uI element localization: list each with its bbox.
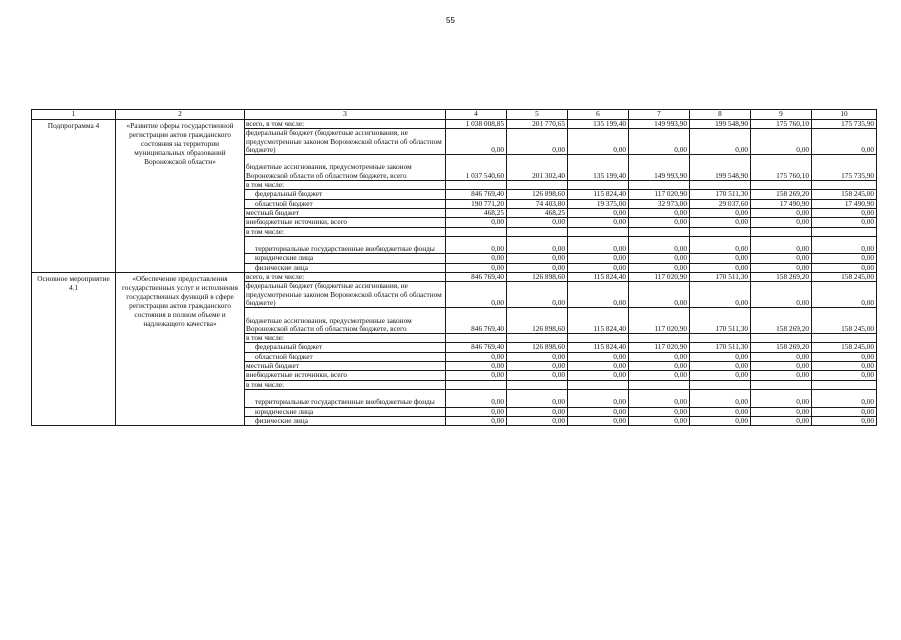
- amount-cell: 170 511,30: [690, 343, 751, 352]
- header-cell: 4: [446, 110, 507, 120]
- amount-cell: 115 824,40: [568, 273, 629, 282]
- amount-cell: [446, 181, 507, 190]
- amount-cell: 117 020,90: [629, 343, 690, 352]
- amount-cell: 0,00: [568, 218, 629, 227]
- header-cell: 9: [751, 110, 812, 120]
- amount-cell: 0,00: [629, 282, 690, 308]
- funding-source-label: всего, в том числе:: [245, 120, 446, 129]
- amount-cell: 0,00: [507, 263, 568, 272]
- amount-cell: 0,00: [690, 416, 751, 425]
- amount-cell: 158 245,00: [812, 343, 877, 352]
- amount-cell: 0,00: [568, 129, 629, 155]
- amount-cell: 0,00: [751, 282, 812, 308]
- amount-cell: 0,00: [690, 282, 751, 308]
- funding-source-label: физические лица: [245, 263, 446, 272]
- amount-cell: 115 824,40: [568, 343, 629, 352]
- amount-cell: 158 269,20: [751, 343, 812, 352]
- amount-cell: 0,00: [446, 254, 507, 263]
- program-title-cell: «Развитие сферы государственной регистрации актов гражданского состояния на территории муниципальных образований Воронежской области»: [116, 120, 245, 273]
- amount-cell: 149 993,90: [629, 155, 690, 181]
- amount-cell: [507, 227, 568, 236]
- funding-source-label: местный бюджет: [245, 208, 446, 217]
- amount-cell: 846 769,40: [446, 273, 507, 282]
- page-number: 55: [446, 16, 455, 25]
- amount-cell: 0,00: [812, 389, 877, 407]
- header-cell: 5: [507, 110, 568, 120]
- amount-cell: 0,00: [751, 236, 812, 254]
- amount-cell: 0,00: [446, 263, 507, 272]
- funding-source-label: внебюджетные источники, всего: [245, 371, 446, 380]
- funding-source-label: бюджетные ассигнования, предусмотренные законом Воронежской области об областном бюджете, всего: [245, 155, 446, 181]
- amount-cell: 0,00: [690, 218, 751, 227]
- amount-cell: 29 037,60: [690, 199, 751, 208]
- amount-cell: [751, 227, 812, 236]
- amount-cell: 0,00: [568, 263, 629, 272]
- amount-cell: 0,00: [507, 416, 568, 425]
- amount-cell: [446, 334, 507, 343]
- funding-source-label: в том числе:: [245, 227, 446, 236]
- amount-cell: [629, 181, 690, 190]
- funding-source-label: территориальные государственные внебюджетные фонды: [245, 236, 446, 254]
- funding-source-label: внебюджетные источники, всего: [245, 218, 446, 227]
- amount-cell: 846 769,40: [446, 343, 507, 352]
- amount-cell: [507, 380, 568, 389]
- amount-cell: 74 403,80: [507, 199, 568, 208]
- table-row: [32, 120, 877, 129]
- amount-cell: 0,00: [812, 263, 877, 272]
- amount-cell: [446, 227, 507, 236]
- amount-cell: 170 511,30: [690, 273, 751, 282]
- amount-cell: 0,00: [629, 389, 690, 407]
- amount-cell: 19 375,00: [568, 199, 629, 208]
- amount-cell: 0,00: [629, 352, 690, 361]
- funding-source-label: федеральный бюджет (бюджетные ассигнования, не предусмотренные законом Воронежской области об областном бюджете): [245, 129, 446, 155]
- amount-cell: 0,00: [751, 407, 812, 416]
- amount-cell: 126 898,60: [507, 190, 568, 199]
- amount-cell: 0,00: [446, 236, 507, 254]
- amount-cell: 0,00: [751, 416, 812, 425]
- amount-cell: 0,00: [629, 263, 690, 272]
- amount-cell: 0,00: [446, 371, 507, 380]
- program-name-cell: Подпрограмма 4: [32, 120, 116, 273]
- amount-cell: [812, 380, 877, 389]
- amount-cell: 135 199,40: [568, 155, 629, 181]
- amount-cell: 158 245,00: [812, 273, 877, 282]
- amount-cell: 117 020,90: [629, 273, 690, 282]
- amount-cell: [690, 227, 751, 236]
- header-cell: 6: [568, 110, 629, 120]
- amount-cell: 0,00: [751, 218, 812, 227]
- amount-cell: 17 490,90: [812, 199, 877, 208]
- amount-cell: 115 824,40: [568, 308, 629, 334]
- amount-cell: 0,00: [568, 236, 629, 254]
- funding-source-label: бюджетные ассигнования, предусмотренные законом Воронежской области об областном бюджете, всего: [245, 308, 446, 334]
- amount-cell: [507, 181, 568, 190]
- amount-cell: [629, 334, 690, 343]
- amount-cell: 0,00: [690, 254, 751, 263]
- amount-cell: 158 245,00: [812, 190, 877, 199]
- amount-cell: 0,00: [751, 352, 812, 361]
- amount-cell: 0,00: [812, 236, 877, 254]
- funding-source-label: местный бюджет: [245, 362, 446, 371]
- amount-cell: 0,00: [690, 389, 751, 407]
- amount-cell: 0,00: [690, 129, 751, 155]
- amount-cell: 175 735,90: [812, 155, 877, 181]
- amount-cell: 0,00: [629, 218, 690, 227]
- amount-cell: [812, 334, 877, 343]
- funding-source-label: территориальные государственные внебюджетные фонды: [245, 389, 446, 407]
- funding-source-label: юридические лица: [245, 254, 446, 263]
- amount-cell: 0,00: [812, 352, 877, 361]
- amount-cell: 1 038 008,85: [446, 120, 507, 129]
- amount-cell: 1 037 540,60: [446, 155, 507, 181]
- program-title-cell: «Обеспечение предоставления государственных услуг и исполнения государственных функций в сфере регистрации актов гражданского состояния в полном объеме и надлежащего качества»: [116, 273, 245, 426]
- amount-cell: 0,00: [812, 362, 877, 371]
- amount-cell: 0,00: [507, 371, 568, 380]
- amount-cell: 0,00: [751, 263, 812, 272]
- amount-cell: [812, 181, 877, 190]
- amount-cell: [507, 334, 568, 343]
- amount-cell: 0,00: [812, 371, 877, 380]
- amount-cell: [751, 334, 812, 343]
- amount-cell: 0,00: [568, 389, 629, 407]
- amount-cell: 199 548,90: [690, 120, 751, 129]
- amount-cell: 468,25: [507, 208, 568, 217]
- amount-cell: 0,00: [568, 371, 629, 380]
- amount-cell: 0,00: [751, 389, 812, 407]
- amount-cell: 0,00: [812, 407, 877, 416]
- amount-cell: 0,00: [690, 407, 751, 416]
- amount-cell: 0,00: [568, 352, 629, 361]
- header-cell: 8: [690, 110, 751, 120]
- amount-cell: 0,00: [568, 282, 629, 308]
- amount-cell: 126 898,60: [507, 308, 568, 334]
- amount-cell: 0,00: [812, 282, 877, 308]
- table-row: [32, 273, 877, 282]
- amount-cell: 0,00: [629, 371, 690, 380]
- funding-source-label: областной бюджет: [245, 199, 446, 208]
- amount-cell: 0,00: [568, 416, 629, 425]
- amount-cell: [446, 380, 507, 389]
- header-cell: 2: [116, 110, 245, 120]
- amount-cell: 0,00: [690, 362, 751, 371]
- header-cell: 10: [812, 110, 877, 120]
- header-row: [32, 110, 877, 120]
- amount-cell: 0,00: [446, 389, 507, 407]
- amount-cell: 0,00: [812, 218, 877, 227]
- amount-cell: [568, 380, 629, 389]
- amount-cell: 0,00: [690, 236, 751, 254]
- header-cell: 1: [32, 110, 116, 120]
- amount-cell: 0,00: [751, 208, 812, 217]
- amount-cell: [690, 181, 751, 190]
- amount-cell: 0,00: [568, 407, 629, 416]
- amount-cell: 0,00: [446, 218, 507, 227]
- amount-cell: 846 769,40: [446, 190, 507, 199]
- amount-cell: 158 269,20: [751, 273, 812, 282]
- funding-source-label: юридические лица: [245, 407, 446, 416]
- amount-cell: 201 302,40: [507, 155, 568, 181]
- amount-cell: 17 490,90: [751, 199, 812, 208]
- amount-cell: [629, 380, 690, 389]
- amount-cell: [812, 227, 877, 236]
- amount-cell: 126 898,60: [507, 343, 568, 352]
- amount-cell: 170 511,30: [690, 308, 751, 334]
- amount-cell: 0,00: [751, 129, 812, 155]
- amount-cell: 126 898,60: [507, 273, 568, 282]
- amount-cell: [690, 380, 751, 389]
- header-cell: 7: [629, 110, 690, 120]
- amount-cell: 199 548,90: [690, 155, 751, 181]
- amount-cell: 0,00: [629, 208, 690, 217]
- funding-source-label: в том числе:: [245, 380, 446, 389]
- amount-cell: 0,00: [446, 407, 507, 416]
- funding-source-label: федеральный бюджет (бюджетные ассигнования, не предусмотренные законом Воронежской области об областном бюджете): [245, 282, 446, 308]
- funding-source-label: в том числе:: [245, 181, 446, 190]
- amount-cell: [568, 181, 629, 190]
- amount-cell: 201 770,65: [507, 120, 568, 129]
- amount-cell: 846 769,40: [446, 308, 507, 334]
- amount-cell: 0,00: [568, 254, 629, 263]
- amount-cell: 0,00: [690, 208, 751, 217]
- funding-source-label: областной бюджет: [245, 352, 446, 361]
- header-cell: 3: [245, 110, 446, 120]
- amount-cell: 0,00: [812, 129, 877, 155]
- amount-cell: 0,00: [812, 208, 877, 217]
- amount-cell: 0,00: [690, 352, 751, 361]
- amount-cell: 0,00: [690, 371, 751, 380]
- budget-table: [31, 109, 877, 426]
- funding-source-label: всего, в том числе:: [245, 273, 446, 282]
- amount-cell: 0,00: [446, 282, 507, 308]
- funding-source-label: федеральный бюджет: [245, 343, 446, 352]
- amount-cell: 0,00: [751, 371, 812, 380]
- amount-cell: 158 269,20: [751, 190, 812, 199]
- amount-cell: 0,00: [507, 352, 568, 361]
- amount-cell: 0,00: [507, 282, 568, 308]
- amount-cell: 0,00: [629, 129, 690, 155]
- funding-source-label: федеральный бюджет: [245, 190, 446, 199]
- amount-cell: 0,00: [629, 407, 690, 416]
- amount-cell: 175 760,10: [751, 120, 812, 129]
- amount-cell: [751, 380, 812, 389]
- program-name-cell: Основное мероприятие 4.1: [32, 273, 116, 426]
- amount-cell: 0,00: [629, 236, 690, 254]
- amount-cell: 117 020,90: [629, 190, 690, 199]
- amount-cell: 175 760,10: [751, 155, 812, 181]
- amount-cell: 0,00: [507, 129, 568, 155]
- amount-cell: 0,00: [629, 254, 690, 263]
- amount-cell: 170 511,30: [690, 190, 751, 199]
- funding-source-label: в том числе:: [245, 334, 446, 343]
- amount-cell: 0,00: [446, 129, 507, 155]
- amount-cell: 0,00: [446, 352, 507, 361]
- amount-cell: [690, 334, 751, 343]
- amount-cell: 158 269,20: [751, 308, 812, 334]
- amount-cell: 190 771,20: [446, 199, 507, 208]
- amount-cell: 0,00: [568, 362, 629, 371]
- amount-cell: 0,00: [446, 416, 507, 425]
- amount-cell: [568, 334, 629, 343]
- amount-cell: 135 199,40: [568, 120, 629, 129]
- funding-source-label: физические лица: [245, 416, 446, 425]
- amount-cell: [629, 227, 690, 236]
- amount-cell: 0,00: [812, 416, 877, 425]
- amount-cell: 175 735,90: [812, 120, 877, 129]
- amount-cell: 468,25: [446, 208, 507, 217]
- amount-cell: 117 020,90: [629, 308, 690, 334]
- amount-cell: 0,00: [507, 389, 568, 407]
- amount-cell: 158 245,00: [812, 308, 877, 334]
- amount-cell: [751, 181, 812, 190]
- amount-cell: 0,00: [507, 254, 568, 263]
- amount-cell: 0,00: [507, 362, 568, 371]
- amount-cell: 0,00: [446, 362, 507, 371]
- amount-cell: 0,00: [751, 362, 812, 371]
- amount-cell: [568, 227, 629, 236]
- amount-cell: 0,00: [629, 416, 690, 425]
- amount-cell: 32 973,00: [629, 199, 690, 208]
- amount-cell: 0,00: [507, 407, 568, 416]
- amount-cell: 0,00: [812, 254, 877, 263]
- amount-cell: 0,00: [751, 254, 812, 263]
- amount-cell: 149 993,90: [629, 120, 690, 129]
- amount-cell: 0,00: [690, 263, 751, 272]
- amount-cell: 0,00: [568, 208, 629, 217]
- amount-cell: 0,00: [507, 236, 568, 254]
- amount-cell: 0,00: [629, 362, 690, 371]
- amount-cell: 0,00: [507, 218, 568, 227]
- amount-cell: 115 824,40: [568, 190, 629, 199]
